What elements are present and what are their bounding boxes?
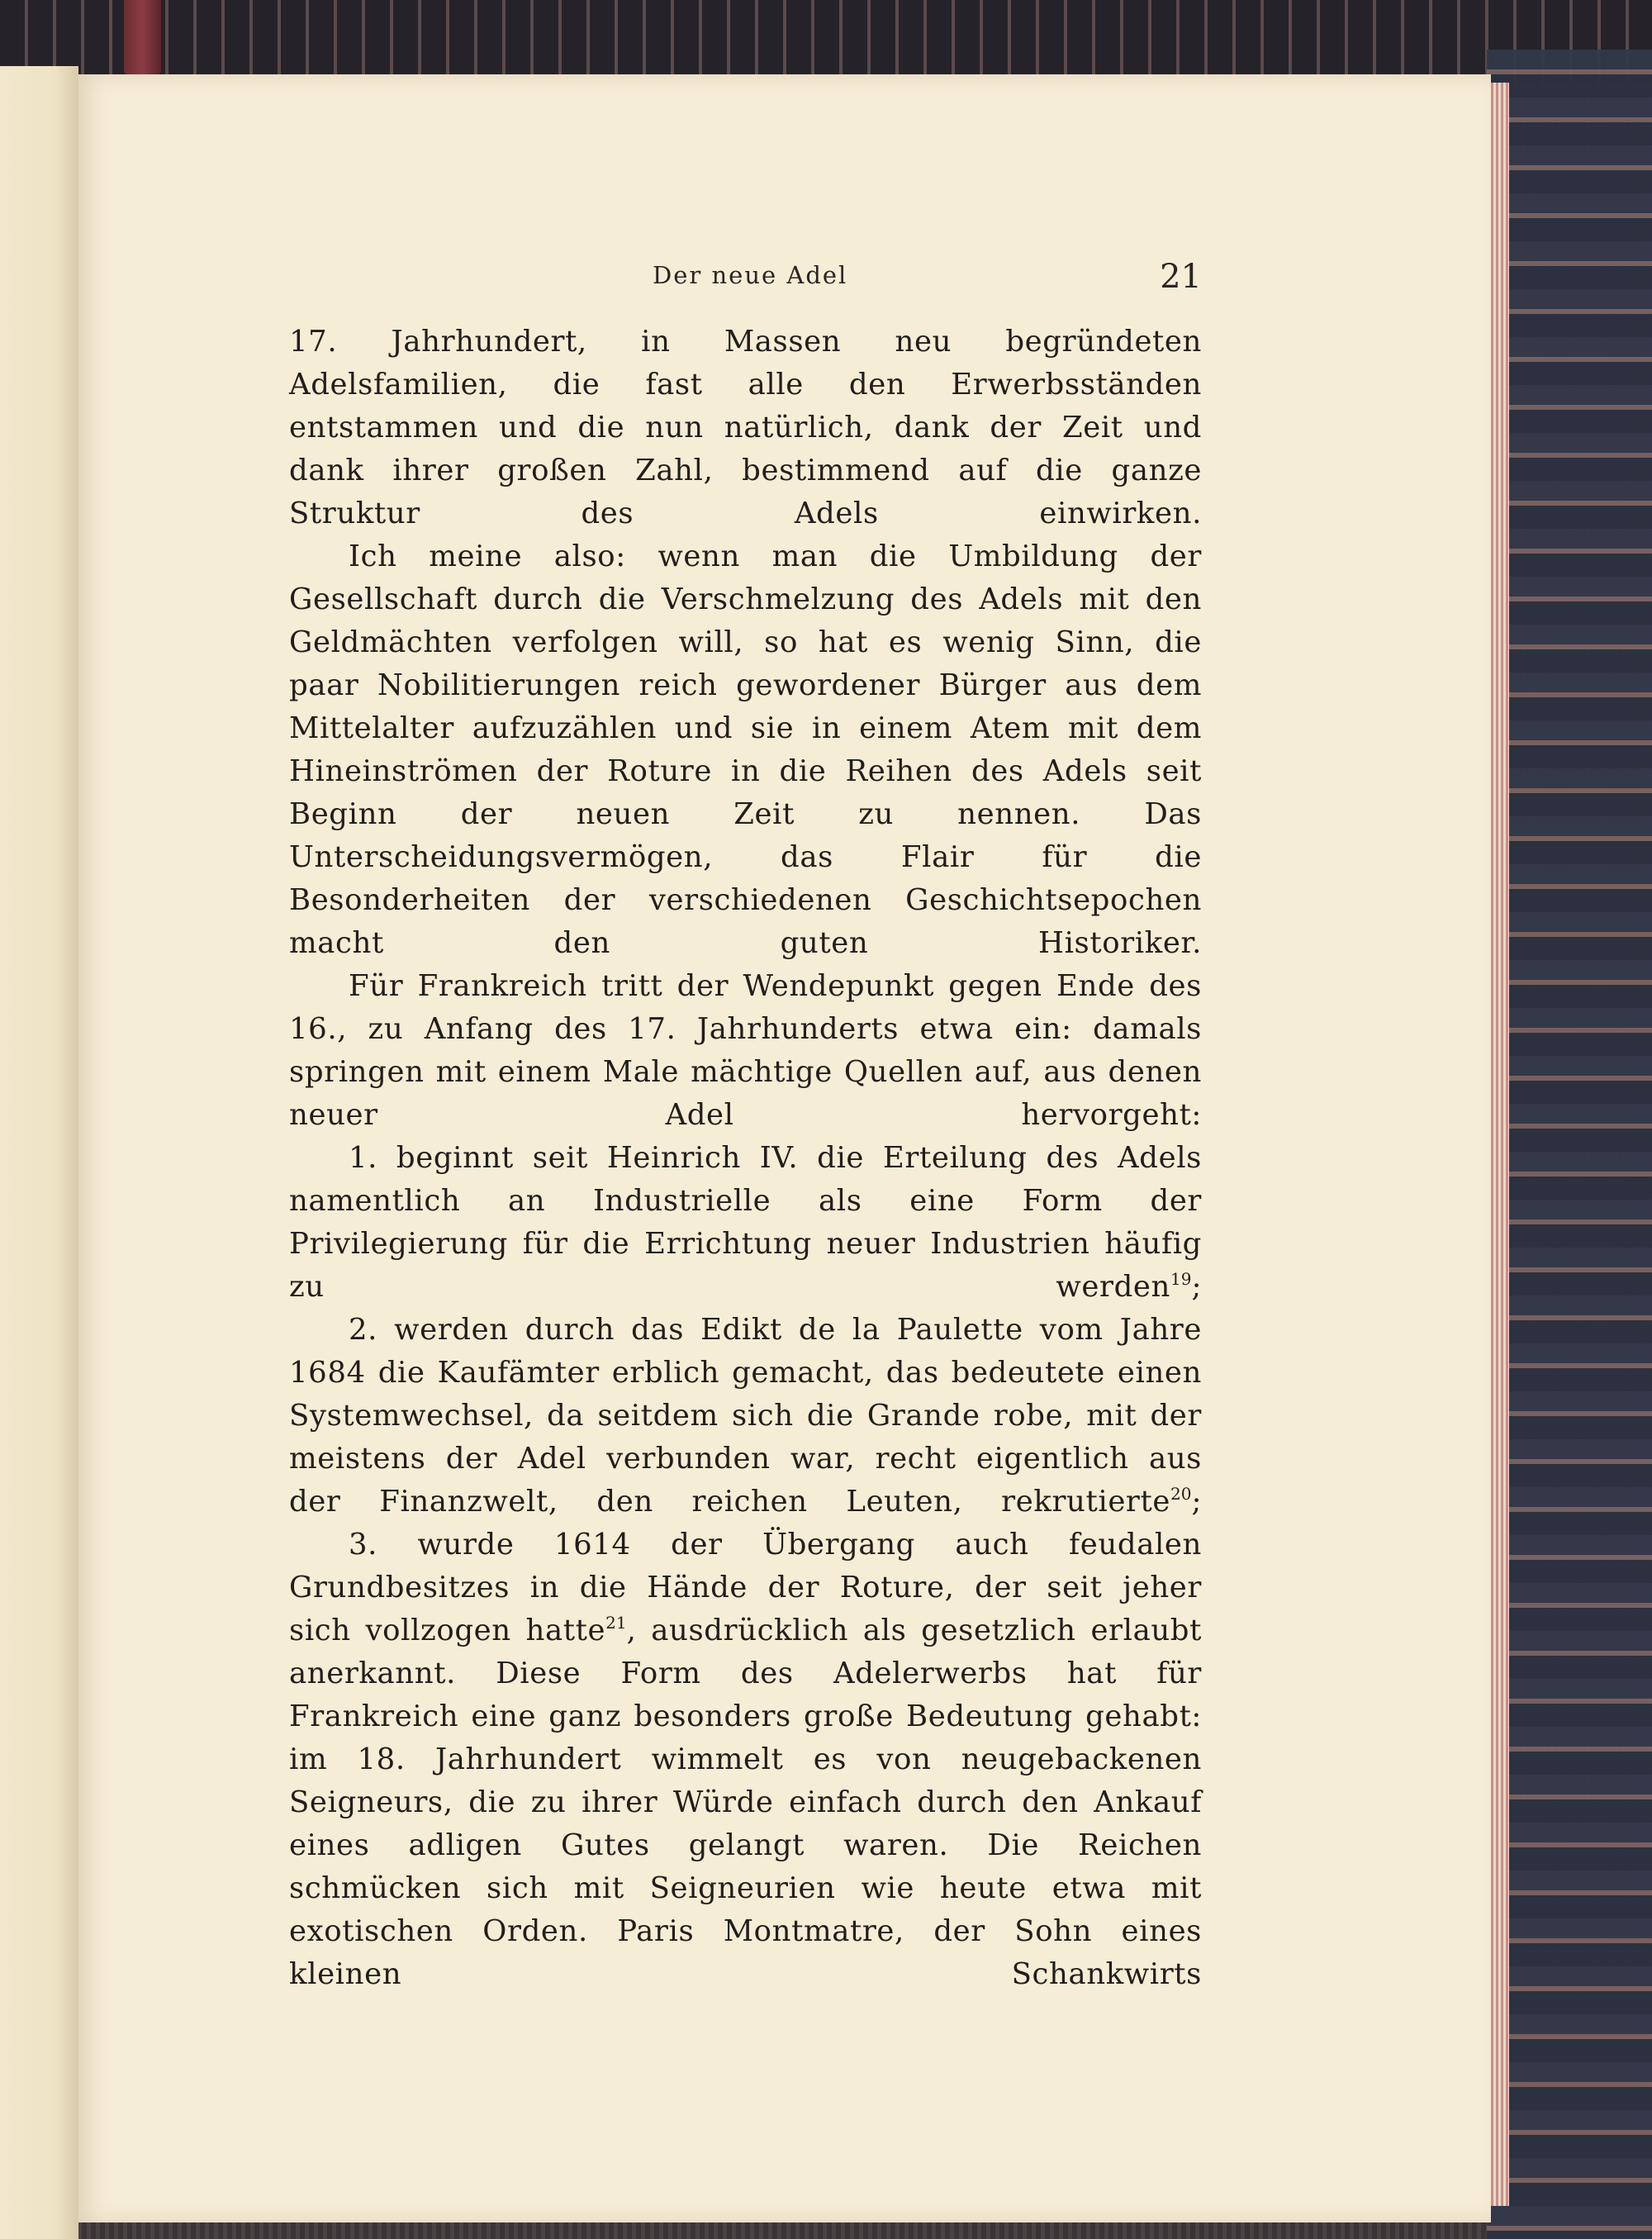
paragraph-text: 3. wurde 1614 der Übergang auch feudalen Grundbesitzes in die Hände der Roture, der seit jeher sich vollzogen hatte — [289, 1528, 1202, 1647]
page-block-edge — [1491, 83, 1509, 2206]
paragraph-text: 17. Jahrhundert, in Massen neu begründeten Adelsfamilien, die fast alle den Erwerbsständen entstammen und die nun natürlich, dank der Zeit und dank ihrer großen Zahl, bestimmend auf die ganze Struktur des Adels einwirken. — [289, 325, 1202, 530]
book-cover-edge — [1487, 50, 1652, 2239]
page-number: 21 — [1160, 258, 1202, 296]
paragraph — [289, 535, 1202, 965]
paragraph-tail: ; — [1191, 1485, 1202, 1519]
list-item-1 — [289, 1137, 1202, 1309]
facing-page-edge — [0, 66, 78, 2239]
paragraph-text: 1. beginnt seit Heinrich IV. die Erteilung des Adels namentlich an Industrielle als eine Form der Privilegierung für die Errichtung neuer Industrien häufig zu werden — [289, 1141, 1202, 1304]
bookmark-ribbon — [124, 0, 161, 74]
paragraph-text: Ich meine also: wenn man die Umbildung der Gesellschaft durch die Verschmelzung des Adels mit den Geldmächten verfolgen will, so hat es wenig Sinn, die paar Nobilitierungen reich gewordener Bürger aus dem Mittelalter aufzuzählen und sie in einem Atem mit dem Hineinströmen der Roture in die Reihen des Adels seit Beginn der neuen Zeit zu nennen. Das Unterscheidungsvermögen, das Flair für die Besonderheiten der verschiedenen Geschichtsepochen macht den guten Historiker. — [289, 540, 1202, 960]
running-title: Der neue Adel — [653, 261, 848, 289]
list-item-2 — [289, 1309, 1202, 1524]
paragraph-tail: , ausdrücklich als gesetzlich erlaubt anerkannt. Diese Form des Adelerwerbs hat für Frankreich eine ganz besonders große Bedeutung gehabt: im 18. Jahrhundert wimmelt es von neugebackenen Seigneurs, die zu ihrer Würde einfach durch den Ankauf eines adligen Gutes gelangt waren. Die Reichen schmücken sich mit Seigneurien wie heute etwa mit exotischen Orden. Paris Montmatre, der Sohn eines kleinen Schankwirts — [289, 1614, 1202, 1991]
list-item-3 — [289, 1524, 1202, 1996]
page-header — [289, 254, 1202, 304]
body-text — [289, 321, 1202, 1996]
paragraph-continuation — [289, 321, 1202, 535]
footnote-ref: 21 — [605, 1613, 627, 1633]
paragraph-tail: ; — [1191, 1270, 1202, 1304]
book-cover-top — [0, 0, 1652, 83]
footnote-ref: 20 — [1170, 1484, 1192, 1504]
footnote-ref: 19 — [1170, 1269, 1192, 1289]
paragraph-text: Für Frankreich tritt der Wendepunkt gegen Ende des 16., zu Anfang des 17. Jahrhunderts etwa ein: damals springen mit einem Male mächtige Quellen auf, aus denen neuer Adel hervorgeht: — [289, 969, 1202, 1132]
paragraph-text: 2. werden durch das Edikt de la Paulette vom Jahre 1684 die Kaufämter erblich gemacht, das bedeutete einen Systemwechsel, da seitdem sich die Grande robe, mit der meistens der Adel verbunden war, recht eigentlich aus der Finanzwelt, den reichen Leuten, rekrutierte — [289, 1313, 1202, 1519]
paragraph — [289, 965, 1202, 1137]
